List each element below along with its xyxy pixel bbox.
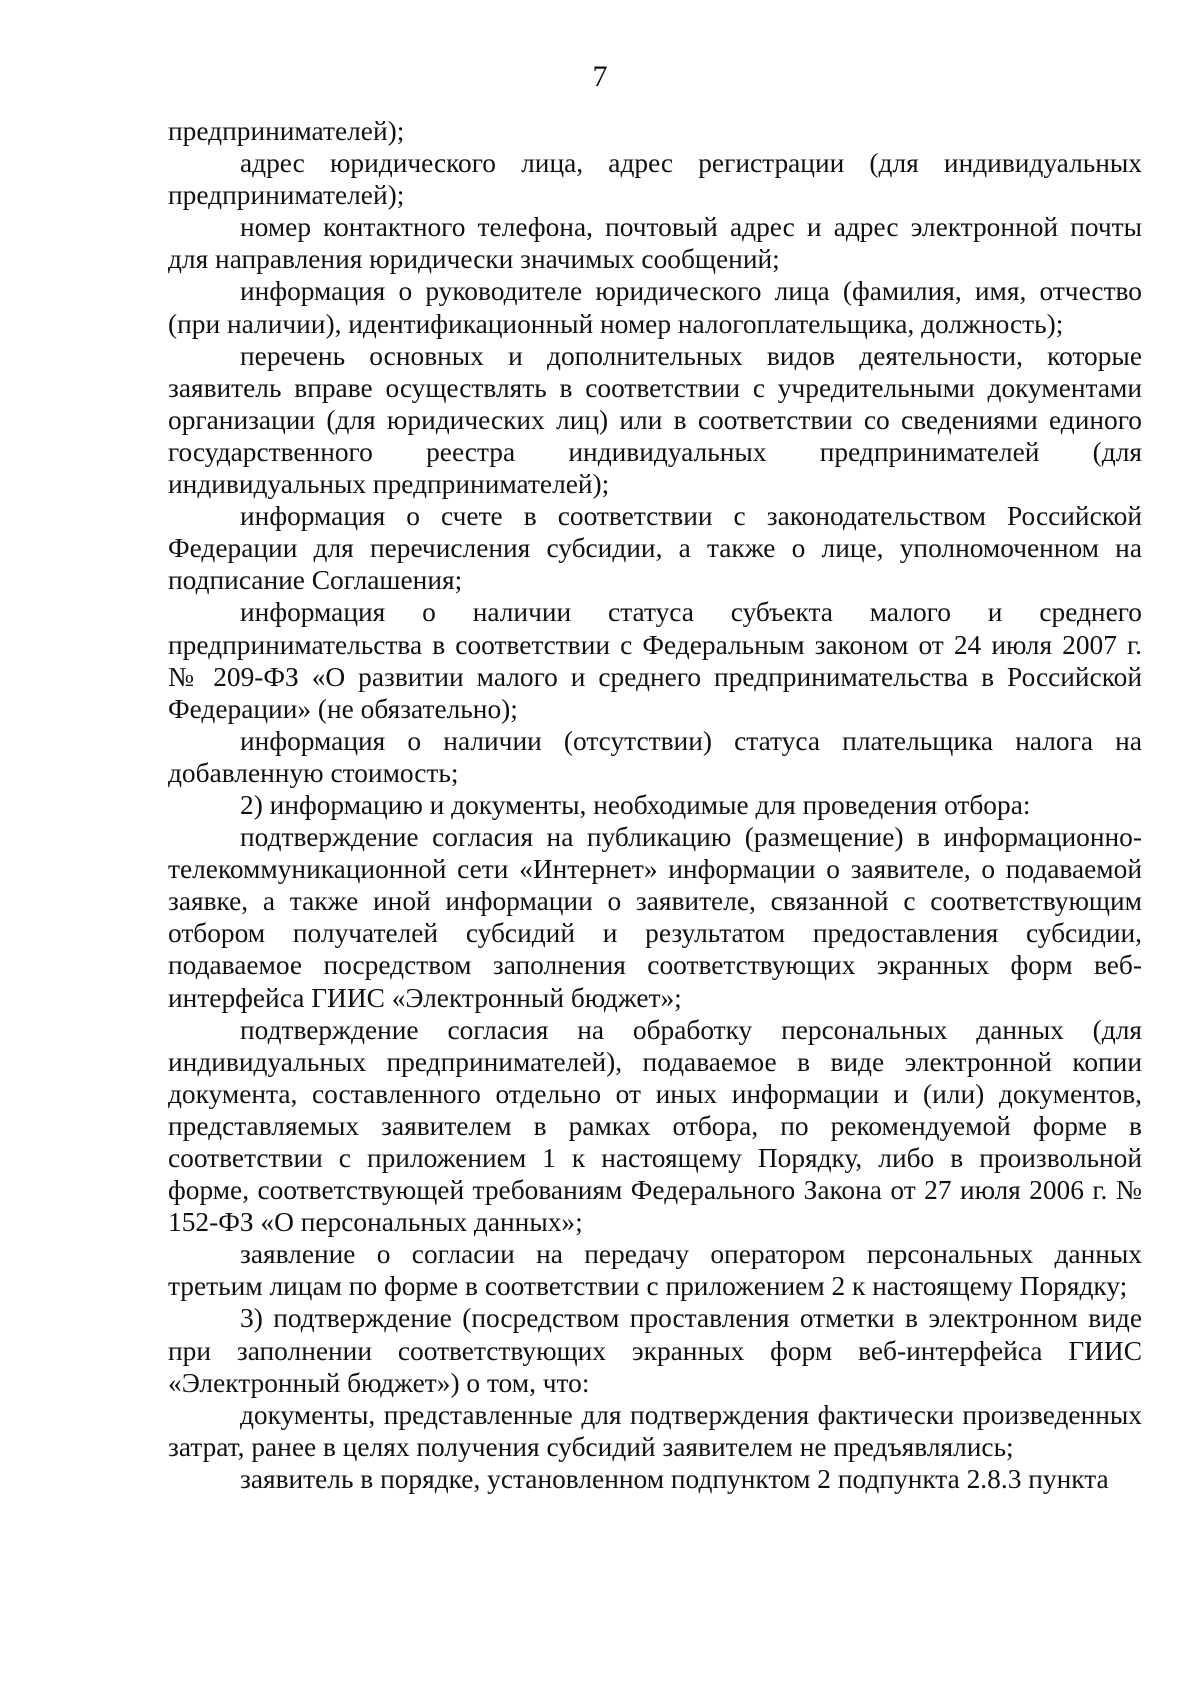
paragraph-data-transfer-consent: заявление о согласии на передачу оператором персональных данных третьим лицам по форме в соответствии с приложением 2 к настоящему Порядку; xyxy=(168,1239,1142,1302)
paragraph-entrepreneurs-tail: предпринимателей); xyxy=(168,116,405,146)
paragraph-sme-status: информация о наличии статуса субъекта малого и среднего предпринимательства в соответствии с Федеральным законом от 24 июля 2007 г. № 209-ФЗ «О развитии малого и среднего предпринимательства в Российской Федерации» (не обязательно); xyxy=(168,597,1142,724)
paragraph-documents-not-presented: документы, представленные для подтверждения фактически произведенных затрат, ранее в целях получения субсидий заявителем не предъявлялись; xyxy=(168,1399,1142,1462)
paragraph-legal-address: адрес юридического лица, адрес регистрации (для индивидуальных предпринимателей); xyxy=(168,148,1142,211)
document-body xyxy=(168,115,1142,1495)
paragraph-applicant-procedure: заявитель в порядке, установленном подпунктом 2 подпункта 2.8.3 пункта xyxy=(240,1463,1109,1494)
paragraph-vat-status: информация о наличии (отсутствии) статуса плательщика налога на добавленную стоимость; xyxy=(168,725,1142,788)
paragraph-personal-data-consent: подтверждение согласия на обработку персональных данных (для индивидуальных предпринимателей), подаваемое в виде электронной копии документа, составленного отдельно от иных информации и (или) документов, представляемых заявителем в рамках отбора, по рекомендуемой форме в соответствии с приложением 1 к настоящему Порядку, либо в произвольной форме, соответствующей требованиям Федерального Закона от 27 июля 2006 г. № 152-ФЗ «О персональных данных»; xyxy=(168,1014,1142,1238)
paragraph-selection-docs: 2) информацию и документы, необходимые для проведения отбора: xyxy=(240,789,1031,820)
paragraph-activity-types: перечень основных и дополнительных видов деятельности, которые заявитель вправе осуществлять в соответствии с учредительными документами организации (для юридических лиц) или в соответствии со сведениями единого государственного реестра индивидуальных предпринимателей (для индивидуальных предпринимателей); xyxy=(168,340,1142,500)
paragraph-account-info: информация о счете в соответствии с законодательством Российской Федерации для перечисления субсидии, а также о лице, уполномоченном на подписание Соглашения; xyxy=(168,501,1142,596)
page-number: 7 xyxy=(592,60,608,93)
paragraph-contact-phone: номер контактного телефона, почтовый адрес и адрес электронной почты для направления юридически значимых сообщений; xyxy=(168,212,1142,275)
paragraph-head-info: информация о руководителе юридического лица (фамилия, имя, отчество (при наличии), идентификационный номер налогоплательщика, должность); xyxy=(168,276,1142,339)
paragraph-publication-consent: подтверждение согласия на публикацию (размещение) в информационно-телекоммуникационной сети «Интернет» информации о заявителе, о подаваемой заявке, а также иной информации о заявителе, связанной с соответствующим отбором получателей субсидий и результатом предоставления субсидии, подаваемое посредством заполнения соответствующих экранных форм веб-интерфейса ГИИС «Электронный бюджет»; xyxy=(168,822,1142,1013)
paragraph-confirmation: 3) подтверждение (посредством проставления отметки в электронном виде при заполнении соответствующих экранных форм веб-интерфейса ГИИС «Электронный бюджет») о том, что: xyxy=(168,1303,1142,1398)
